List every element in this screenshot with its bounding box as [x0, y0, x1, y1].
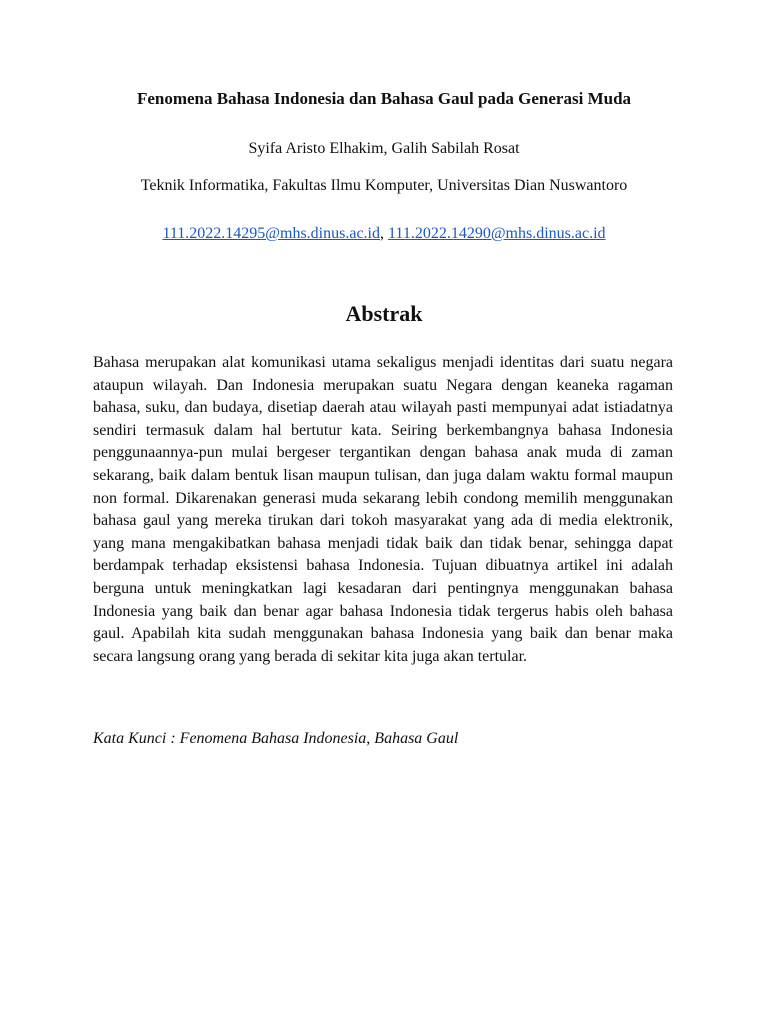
paper-affiliation: Teknik Informatika, Fakultas Ilmu Komputer, Universitas Dian Nuswantoro: [140, 177, 628, 194]
abstract-heading: Abstrak: [345, 301, 423, 326]
email-separator: ,: [380, 225, 388, 242]
keywords-line: Kata Kunci : Fenomena Bahasa Indonesia, Bahasa Gaul: [93, 730, 459, 747]
paper-authors: Syifa Aristo Elhakim, Galih Sabilah Rosat: [248, 140, 520, 157]
paper-title: Fenomena Bahasa Indonesia dan Bahasa Gaul pada Generasi Muda: [136, 89, 632, 108]
abstract-body: Bahasa merupakan alat komunikasi utama sekaligus menjadi identitas dari suatu negara ataupun wilayah. Dan Indonesia merupakan suatu Negara dengan keaneka ragaman bahasa, suku, dan budaya, disetiap daerah atau wilayah pasti mempunyai adat istiadatnya sendiri termasuk dalam hal bertutur kata. Seiring berkembangnya bahasa Indonesia penggunaannya-pun mulai bergeser tergantikan dengan bahasa anak muda di zaman sekarang, baik dalam bentuk lisan maupun tulisan, dan juga dalam waktu formal maupun non formal. Dikarenakan generasi muda sekarang lebih condong memilih menggunakan bahasa gaul yang mereka tirukan dari tokoh masyarakat yang ada di media elektronik, yang mana mengakibatkan bahasa menjadi tidak baik dan tidak benar, sehingga dapat berdampak terhadap eksistensi bahasa Indonesia. Tujuan dibuatnya artikel ini adalah berguna untuk meningkatkan lagi kesadaran dari pentingnya menggunakan bahasa Indonesia yang baik dan benar agar bahasa Indonesia tidak tergerus habis oleh bahasa gaul. Apabilah kita sudah menggunakan bahasa Indonesia yang baik dan benar maka secara langsung orang yang berada di sekitar kita juga akan tertular.: [93, 354, 673, 665]
author-emails: [0, 223, 768, 245]
email-link-1[interactable]: 111.2022.14295@mhs.dinus.ac.id: [162, 225, 380, 242]
email-link-2[interactable]: 111.2022.14290@mhs.dinus.ac.id: [388, 225, 606, 242]
